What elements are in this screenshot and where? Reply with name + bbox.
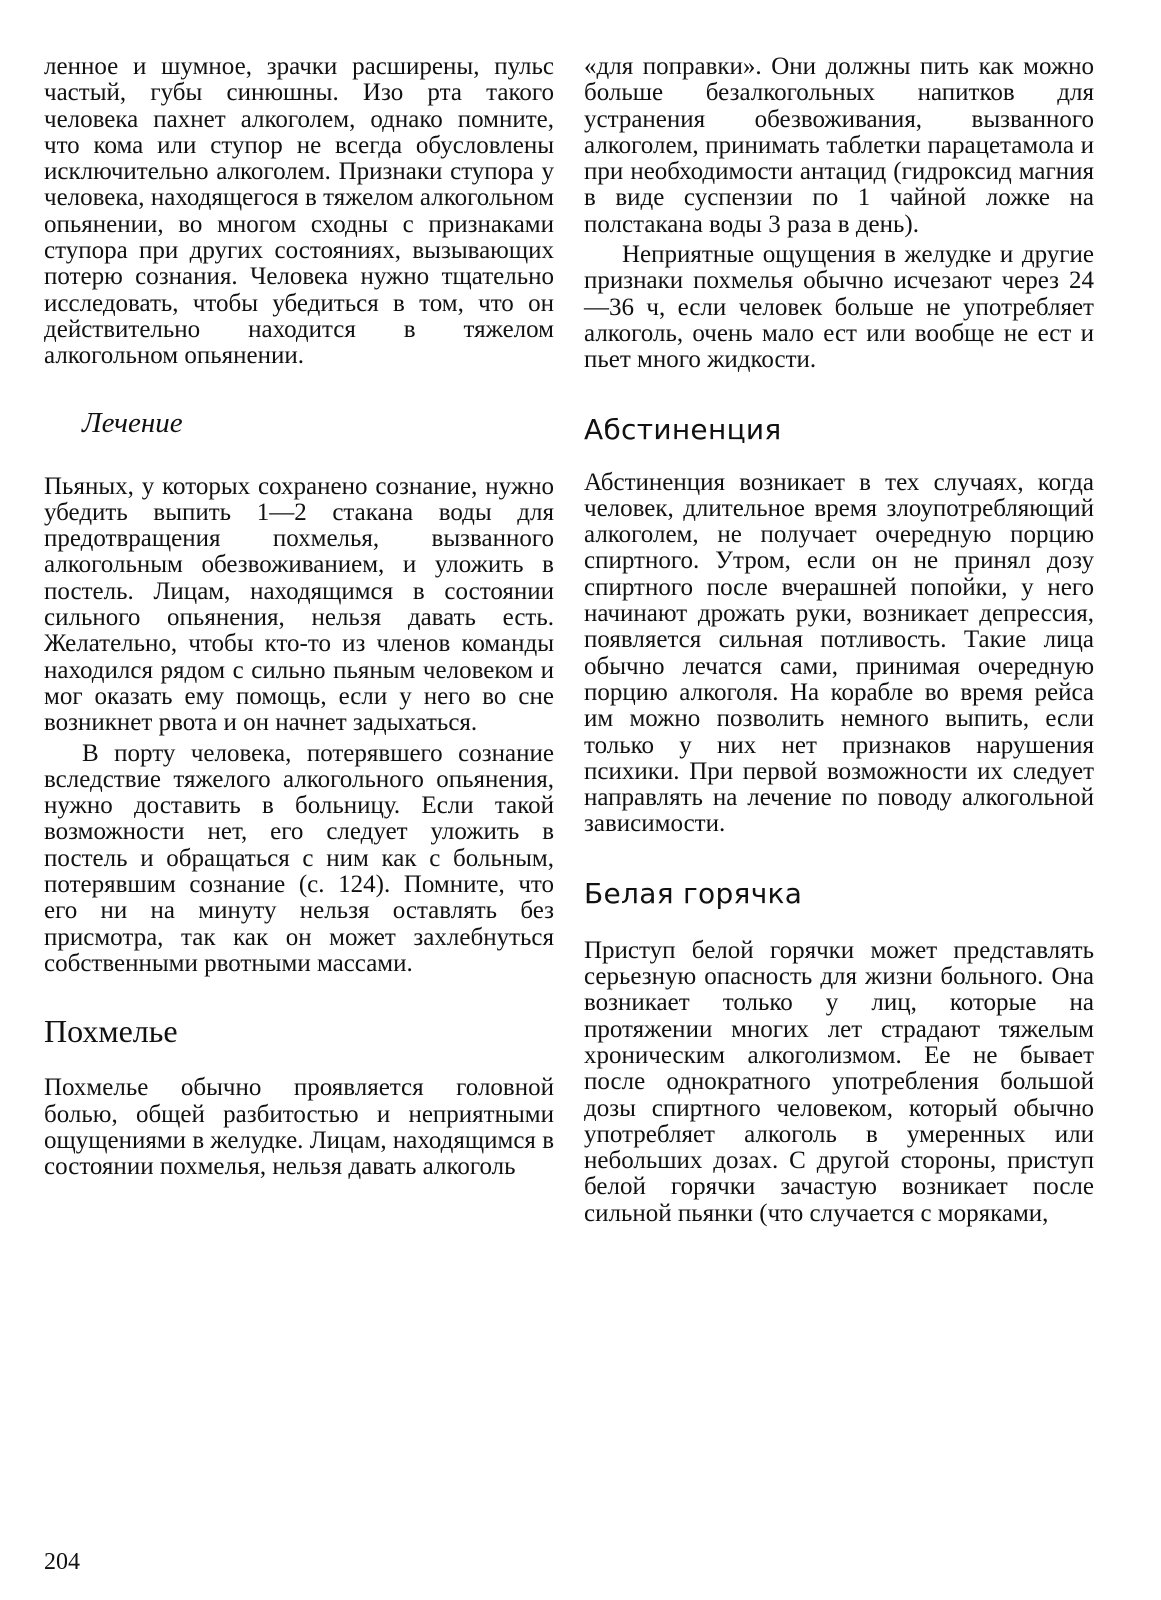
left-column: [44, 54, 554, 1180]
heading-abstinence: Абстиненция: [584, 412, 782, 446]
paragraph-delirium-tremens: Приступ белой горячки может представлять серьезную опасность для жизни больного. Она возникает только у лиц, которые на протяжении многих лет страдают тяжелым хроническим алкоголизмом. Ее не бывает после однократного употребления большой дозы спиртного человеком, который обычно употребляет алкоголь в умеренных или небольших дозах. С другой стороны, приступ белой горячки зачастую возникает после сильной пьянки (что случается с моряками,: [584, 936, 1094, 1227]
paragraph-abstinence: Абстиненция возникает в тех случаях, когда человек, длительное время злоупотребляющий алкоголем, не получает очередную порцию спиртного. Утром, если он не принял дозу спиртного после вчерашней попойки, у него начинают дрожать руки, возникает депрессия, появляется сильная потливость. Такие лица обычно лечатся сами, принимая очередную порцию алкоголя. На корабле во время рейса им можно позволить немного выпить, если только у них нет признаков нарушения психики. При первой возможности их следует направлять на лечение по поводу алкогольной зависимости.: [584, 468, 1094, 838]
subheading-treatment: Лечение: [82, 406, 183, 439]
right-column: [584, 54, 1094, 1227]
paragraph-hangover-duration: Неприятные ощущения в желудке и другие признаки похмелья обычно исчезают через 24—36 ч, если человек больше не употребляет алкоголь, очень мало ест или вообще не ест и пьет много жидкости.: [584, 241, 1094, 374]
paragraph-treatment-port: В порту человека, потерявшего сознание вследствие тяжелого алкогольного опьянения, нужно доставить в больницу. Если такой возможности нет, его следует уложить в постель и обращаться с ним как с больным, потерявшим сознание (с. 124). Помните, что его ни на минуту нельзя оставлять без присмотра, так как он может захлебнуться собственными рвотными массами.: [44, 739, 554, 977]
paragraph-stupor-signs: ленное и шумное, зрачки расширены, пульс частый, губы синюшны. Изо рта такого человека пахнет алкоголем, однако помните, что кома или ступор не всегда обусловлены исключительно алкоголем. Признаки ступора у человека, находящегося в тяжелом алкогольном опьянении, во многом сходны с признаками ступора при других состояниях, вызывающих потерю сознания. Человека нужно тщательно исследовать, чтобы убедиться в том, что он действительно находится в тяжелом алкогольном опьянении.: [44, 53, 554, 370]
paragraph-treatment-conscious: Пьяных, у которых сохранено сознание, нужно убедить выпить 1—2 стакана воды для предотвращения похмелья, вызванного алкогольным обезвоживанием, и уложить в постель. Лицам, находящимся в состоянии сильного опьянения, нельзя давать есть. Желательно, чтобы кто-то из членов команды находился рядом с сильно пьяным человеком и мог оказать ему помощь, если у него во сне возникнет рвота и он начнет задыхаться.: [44, 472, 554, 737]
paragraph-hangover: Похмелье обычно проявляется головной болью, общей разбитостью и неприятными ощущениями в желудке. Лицам, находящимся в состоянии похмелья, нельзя давать алкоголь: [44, 1074, 554, 1181]
page-number: 204: [44, 1549, 80, 1575]
heading-hangover: Похмелье: [44, 1013, 178, 1050]
heading-delirium-tremens: Белая горячка: [584, 876, 803, 910]
paragraph-hangover-continued: «для поправки». Они должны пить как можно больше безалкогольных напитков для устранения обезвоживания, вызванного алкоголем, принимать таблетки парацетамола и при необходимости антацид (гидроксид магния в виде суспензии по 1 чайной ложке на полстакана воды 3 раза в день).: [584, 53, 1094, 238]
